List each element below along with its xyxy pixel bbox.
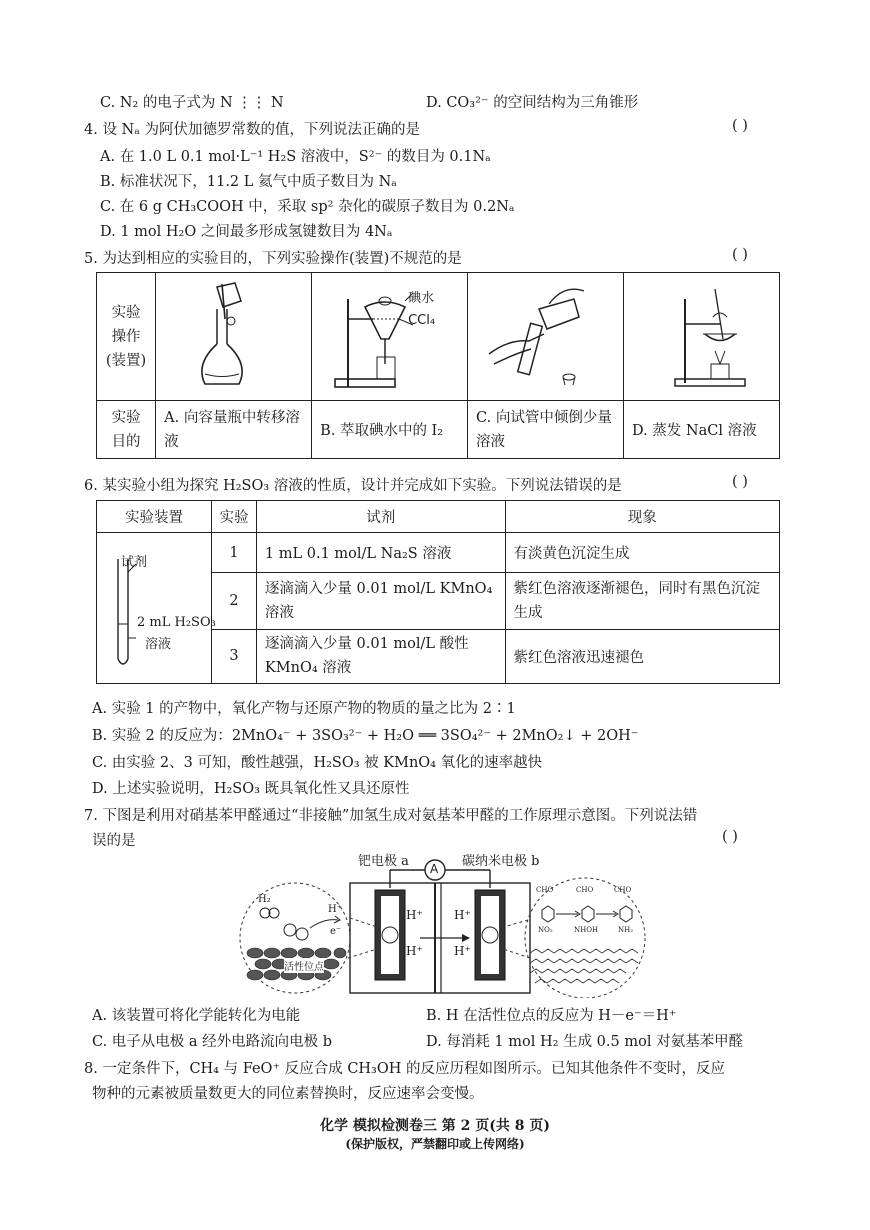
q5-row1-header: 实验 操作 (装置) (97, 273, 156, 401)
q4-option-a: A. 在 1.0 L 0.1 mol·L⁻¹ H₂S 溶液中，S²⁻ 的数目为 0.1Nₐ (100, 149, 491, 165)
q5-pic-d (623, 273, 779, 401)
q6-row2-no: 2 (212, 573, 257, 629)
q8-line2: 物种的元素被质量数更大的同位素替换时，反应速率会变慢。 (92, 1086, 484, 1102)
q5-pic-a (156, 273, 312, 401)
hplus-label-1: H⁺ (406, 908, 423, 922)
device-solution-label: 2 mL H₂SO₃ (137, 615, 216, 630)
q6-header-device: 实验装置 (97, 501, 212, 533)
q6-option-a: A. 实验 1 的产物中，氧化产物与还原产物的物质的量之比为 2∶1 (92, 701, 516, 717)
q6-row3-no: 3 (212, 629, 257, 683)
q4-stem: 4. 设 Nₐ 为阿伏加德罗常数的值，下列说法正确的是 (84, 122, 420, 138)
pd-electrode-label: 钯电极 a (358, 854, 409, 869)
copyright-notice: (保护版权，严禁翻印或上传网络) (345, 1137, 525, 1151)
q7-option-a: A. 该装置可将化学能转化为电能 (92, 1008, 301, 1024)
q5-purpose-a: A. 向容量瓶中转移溶液 (156, 401, 312, 459)
q4-option-b: B. 标准状况下，11.2 L 氦气中质子数目为 Nₐ (100, 174, 397, 190)
q5-pic-c (468, 273, 624, 401)
q6-answer-paren: ( ) (732, 474, 748, 490)
q3-option-c: C. N₂ 的电子式为 N ⋮⋮ N (100, 95, 284, 111)
ammeter-label: A (430, 862, 439, 876)
q5-answer-paren: ( ) (732, 247, 748, 263)
evaporating-dish-illustration (625, 279, 775, 394)
separatory-funnel-illustration (313, 279, 463, 394)
q6-table (96, 500, 780, 684)
q7-option-b: B. H 在活性位点的反应为 H－e⁻＝H⁺ (426, 1008, 677, 1024)
q7-option-d: D. 每消耗 1 mol H₂ 生成 0.5 mol 对氨基苯甲醛 (426, 1034, 744, 1050)
q6-header-phenomenon: 现象 (505, 501, 780, 533)
q5-table (96, 272, 780, 459)
q4-answer-paren: ( ) (732, 118, 748, 134)
cho-label-2: CHO (576, 886, 594, 894)
device-reagent-label: 试剂 (121, 555, 148, 570)
hplus-label-3: H⁺ (454, 908, 471, 922)
electron-label: e⁻ (330, 926, 342, 937)
q6-row3-reagent: 逐滴滴入少量 0.01 mol/L 酸性 KMnO₄ 溶液 (256, 629, 505, 683)
hplus-label-4: H⁺ (454, 944, 471, 958)
q6-device-cell (97, 533, 216, 684)
active-site-label: 活性位点 (284, 958, 324, 973)
q6-row1-phenomenon: 有淡黄色沉淀生成 (505, 533, 780, 573)
q6-option-d: D. 上述实验说明，H₂SO₃ 既具氧化性又具还原性 (92, 781, 410, 797)
q6-option-b: B. 实验 2 的反应为：2MnO₄⁻ + 3SO₃²⁻ + H₂O ══ 3SO₄²⁻ + 2MnO₂↓ + 2OH⁻ (92, 728, 639, 744)
q6-row2-phenomenon: 紫红色溶液逐渐褪色，同时有黑色沉淀生成 (505, 573, 780, 629)
q6-header-no: 实验 (212, 501, 257, 533)
nhoh-label: NHOH (574, 926, 599, 934)
q6-option-c: C. 由实验 2、3 可知，酸性越强，H₂SO₃ 被 KMnO₄ 氧化的速率越快 (92, 755, 543, 771)
nh2-label: NH₂ (618, 926, 634, 934)
q5-purpose-c: C. 向试管中倾倒少量溶液 (468, 401, 624, 459)
q5-row2-header: 实验 目的 (97, 401, 156, 459)
q6-row2-reagent: 逐滴滴入少量 0.01 mol/L KMnO₄ 溶液 (256, 573, 505, 629)
cho-label-3: CHO (614, 886, 632, 894)
no2-label: NO₂ (538, 926, 553, 934)
device-solution-label-2: 溶液 (145, 637, 172, 652)
test-tube-illustration (98, 534, 210, 682)
hplus-small-label: H⁺ (328, 904, 342, 915)
q6-header-reagent: 试剂 (256, 501, 505, 533)
q5-purpose-b: B. 萃取碘水中的 I₂ (312, 401, 468, 459)
q8-line1: 8. 一定条件下，CH₄ 与 FeO⁺ 反应合成 CH₃OH 的反应历程如图所示。已知其他条件不变时，反应 (84, 1061, 726, 1077)
cho-label-1: CHO (536, 886, 554, 894)
q7-option-c: C. 电子从电极 a 经外电路流向电极 b (92, 1034, 333, 1050)
q7-stem-line1: 7. 下图是利用对硝基苯甲醛通过“非接触”加氢生成对氨基苯甲醛的工作原理示意图。下列说法错 (84, 808, 698, 824)
q7-diagram (230, 848, 670, 998)
hplus-label-2: H⁺ (406, 944, 423, 958)
h2-label: H₂ (258, 894, 271, 905)
q5-pic-b (312, 273, 468, 401)
volumetric-flask-illustration (157, 279, 307, 394)
q7-answer-paren: ( ) (722, 829, 738, 845)
q4-option-d: D. 1 mol H₂O 之间最多形成氢键数目为 4Nₐ (100, 224, 393, 240)
q6-row1-no: 1 (212, 533, 257, 573)
q6-row1-reagent: 1 mL 0.1 mol/L Na₂S 溶液 (256, 533, 505, 573)
q5-stem: 5. 为达到相应的实验目的，下列实验操作(装置)不规范的是 (84, 251, 462, 267)
q3-option-d: D. CO₃²⁻ 的空间结构为三角锥形 (426, 95, 639, 111)
q6-stem: 6. 某实验小组为探究 H₂SO₃ 溶液的性质，设计并完成如下实验。下列说法错误的是 (84, 478, 622, 494)
q7-stem-line2: 误的是 (92, 833, 136, 849)
carbon-electrode-label: 碳纳米电极 b (462, 854, 540, 869)
q6-row3-phenomenon: 紫红色溶液迅速褪色 (505, 629, 780, 683)
q4-option-c: C. 在 6 g CH₃COOH 中，采取 sp² 杂化的碳原子数目为 0.2Nₐ (100, 199, 515, 215)
iodine-water-label: 碘水 (408, 291, 435, 306)
q5-purpose-d: D. 蒸发 NaCl 溶液 (623, 401, 779, 459)
ccl4-label: CCl₄ (408, 313, 436, 328)
page-footer: 化学 模拟检测卷三 第 2 页(共 8 页) (320, 1118, 550, 1134)
pouring-test-tube-illustration (469, 279, 619, 394)
electrochemical-cell-diagram (230, 848, 670, 998)
